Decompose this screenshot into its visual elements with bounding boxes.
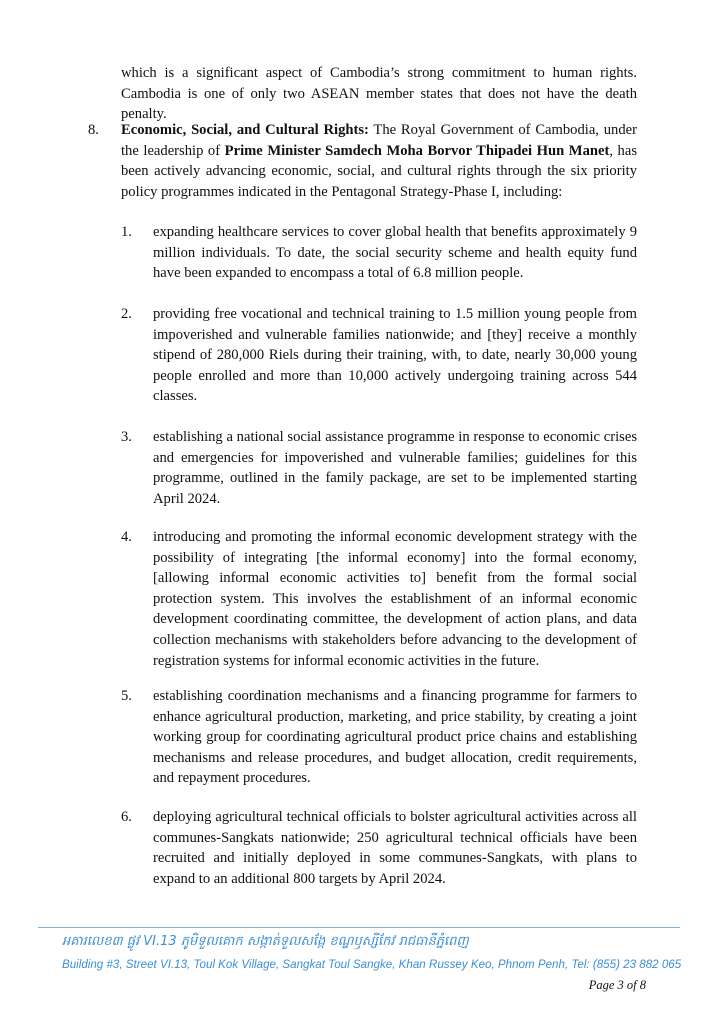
list-item: establishing a national social assistance programme in response to economic crises and emergencies for impoverished and vulnerable families; guidelines for this programme, outlined in the family package, are set to be implemented starting April 2024.	[153, 429, 637, 507]
item-number: 3.	[121, 429, 132, 445]
continuation-paragraph: which is a significant aspect of Cambodia’s strong commitment to human rights. Cambodia is one of only two ASEAN member states that does not have the death penalty.	[121, 65, 637, 123]
footer-khmer-address: អគារលេខ៣ ផ្លូវ VI.13 ភូមិទួលគោក សង្កាត់ទួលសង្កែ ខណ្ឌឫស្សីកែវ រាជធានីភ្នំពេញ	[62, 934, 469, 949]
section-number: 8.	[88, 122, 99, 138]
footer-divider	[38, 927, 680, 928]
item-number: 4.	[121, 529, 132, 545]
item-number: 1.	[121, 224, 132, 240]
item-number: 6.	[121, 809, 132, 825]
leader-name: Prime Minister Samdech Moha Borvor Thipadei Hun Manet	[224, 142, 610, 159]
footer-address: Building #3, Street VI.13, Toul Kok Village, Sangkat Toul Sangke, Khan Russey Keo, Phnom Penh, Tel: (855) 23 882 065	[62, 958, 682, 971]
item-number: 2.	[121, 306, 132, 322]
page-number: Page 3 of 8	[588, 978, 646, 992]
item-number: 5.	[121, 688, 132, 704]
list-item: establishing coordination mechanisms and a financing programme for farmers to enhance agricultural production, marketing, and price stability, by creating a joint working group for coordinating agricultural product price chains and establishing mechanisms and release procedures, and budget allocation, credit requirements, and repayment procedures.	[153, 688, 637, 787]
section-intro-b: , has been actively advancing economic, social, and cultural rights through the six priority policy programmes indicated in the Pentagonal Strategy-Phase I, including:	[121, 142, 637, 200]
list-item: introducing and promoting the informal economic development strategy with the possibility of integrating [the informal economy] into the formal economy, [allowing informal economic activities to] benefit from the formal social protection system. This involves the establishment of an informal economic development coordinating committee, the development of action plans, and data collection mechanisms with stakeholders before advancing to the development of registration systems for informal economic activities in the future.	[153, 529, 637, 669]
list-item: providing free vocational and technical training to 1.5 million young people from impoverished and vulnerable families nationwide; and [they] receive a monthly stipend of 280,000 Riels during their training, with, to date, nearly 30,000 young people enrolled and more than 10,000 actively undergoing training across 544 classes.	[153, 306, 637, 405]
section-intro-a: The Royal Government of Cambodia, under the leadership of	[121, 122, 637, 159]
section-8-paragraph	[121, 120, 637, 202]
list-item: expanding healthcare services to cover global health that benefits approximately 9 million individuals. To date, the social security scheme and health equity fund have been expanded to encompass a total of 6.8 million people.	[153, 224, 637, 282]
list-item: deploying agricultural technical officials to bolster agricultural activities across all communes-Sangkats nationwide; 250 agricultural technical officials have been recruited and initially deployed in some communes-Sangkats, with plans to expand to an additional 800 targets by April 2024.	[153, 809, 637, 887]
section-heading: Economic, Social, and Cultural Rights:	[121, 122, 369, 138]
